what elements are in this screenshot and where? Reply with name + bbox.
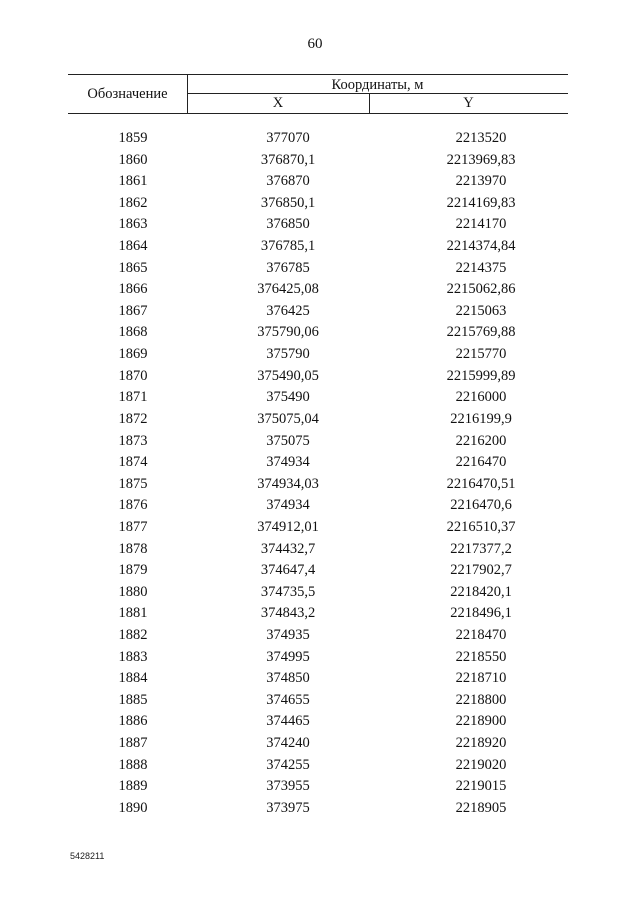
row-designation: 1870	[118, 367, 148, 384]
row-x: 374912,01	[257, 518, 319, 535]
table-row	[68, 128, 568, 150]
row-x: 375790	[266, 346, 310, 363]
row-designation: 1859	[118, 130, 148, 146]
row-y: 2216510,37	[446, 518, 516, 535]
row-designation: 1884	[118, 670, 148, 687]
table-row	[68, 431, 568, 453]
row-y: 2216470,6	[450, 497, 512, 514]
row-y: 2215063	[455, 302, 507, 319]
table-row	[68, 193, 568, 215]
header-bottom-rule	[68, 113, 568, 114]
document-code: 5428211	[70, 851, 105, 861]
row-y: 2218800	[455, 691, 507, 708]
row-y: 2213969,83	[446, 151, 516, 168]
table-row	[68, 560, 568, 582]
row-x: 375790,06	[257, 324, 319, 341]
row-x: 377070	[266, 130, 310, 146]
table-body	[68, 128, 568, 820]
row-y: 2219020	[455, 756, 507, 773]
row-y: 2216200	[455, 432, 507, 449]
row-y: 2214170	[455, 216, 507, 233]
table-row	[68, 625, 568, 647]
row-designation: 1863	[118, 216, 148, 233]
row-y: 2218496,1	[450, 605, 512, 622]
row-x: 374995	[266, 648, 310, 665]
table-row	[68, 733, 568, 755]
page-number	[0, 36, 640, 53]
row-x: 374655	[266, 691, 310, 708]
header-coordinates: Координаты, м	[331, 77, 424, 93]
row-designation: 1877	[118, 518, 148, 535]
header-middle-rule	[187, 93, 568, 94]
row-x: 374934	[266, 454, 310, 471]
row-y: 2218420,1	[450, 583, 512, 600]
row-y: 2214374,84	[446, 238, 516, 255]
row-designation: 1873	[118, 432, 148, 449]
row-x: 373955	[266, 778, 310, 795]
row-x: 374735,5	[260, 583, 316, 600]
row-y: 2214169,83	[446, 194, 516, 211]
row-designation: 1872	[118, 410, 148, 427]
row-designation: 1875	[118, 475, 148, 492]
table-row	[68, 344, 568, 366]
row-x: 376785,1	[260, 238, 316, 255]
header-x: X	[272, 95, 284, 111]
row-x: 374935	[266, 627, 310, 644]
row-x: 376850,1	[260, 194, 316, 211]
row-designation: 1882	[118, 627, 148, 644]
row-designation: 1878	[118, 540, 148, 557]
table-header	[68, 74, 568, 114]
table-row	[68, 690, 568, 712]
row-y: 2217902,7	[450, 562, 512, 579]
row-x: 376870,1	[260, 151, 316, 168]
row-x: 376850	[266, 216, 310, 233]
row-x: 376425	[266, 302, 310, 319]
table-row	[68, 517, 568, 539]
row-x: 374255	[266, 756, 310, 773]
table-row	[68, 366, 568, 388]
table-row	[68, 755, 568, 777]
row-x: 376870	[266, 173, 310, 190]
row-y: 2214375	[455, 259, 507, 276]
row-y: 2216000	[455, 389, 507, 406]
row-y: 2216199,9	[450, 410, 512, 427]
row-x: 374465	[266, 713, 310, 730]
table-row	[68, 776, 568, 798]
row-designation: 1861	[118, 173, 148, 190]
row-designation: 1876	[118, 497, 148, 514]
row-designation: 1874	[118, 454, 148, 471]
row-x: 374432,7	[260, 540, 316, 557]
header-top-rule	[68, 74, 568, 75]
row-x: 374240	[266, 735, 310, 752]
table-row	[68, 668, 568, 690]
row-y: 2213520	[455, 130, 507, 146]
row-y: 2218710	[455, 670, 507, 687]
row-x: 374850	[266, 670, 310, 687]
row-designation: 1864	[118, 238, 148, 255]
table-row	[68, 582, 568, 604]
table-row	[68, 798, 568, 820]
row-y: 2216470,51	[446, 475, 516, 492]
table-row	[68, 409, 568, 431]
row-designation: 1867	[118, 302, 148, 319]
row-designation: 1890	[118, 799, 148, 816]
table-row	[68, 214, 568, 236]
table-row	[68, 150, 568, 172]
table-row	[68, 236, 568, 258]
row-x: 375490,05	[257, 367, 319, 384]
row-designation: 1886	[118, 713, 148, 730]
row-designation: 1862	[118, 194, 148, 211]
row-x: 373975	[266, 799, 310, 816]
row-x: 374934,03	[257, 475, 319, 492]
row-y: 2217377,2	[450, 540, 512, 557]
row-y: 2215770	[455, 346, 507, 363]
table-row	[68, 539, 568, 561]
table-row	[68, 387, 568, 409]
row-x: 375075,04	[257, 410, 319, 427]
row-designation: 1880	[118, 583, 148, 600]
row-y: 2213970	[455, 173, 507, 190]
row-x: 374934	[266, 497, 310, 514]
row-x: 374647,4	[260, 562, 316, 579]
table-row	[68, 452, 568, 474]
row-designation: 1881	[118, 605, 148, 622]
table-row	[68, 258, 568, 280]
table-row	[68, 322, 568, 344]
header-designation: Обозначение	[87, 86, 168, 102]
row-designation: 1869	[118, 346, 148, 363]
row-designation: 1866	[118, 281, 148, 298]
row-y: 2218900	[455, 713, 507, 730]
table-row	[68, 495, 568, 517]
row-designation: 1871	[118, 389, 148, 406]
row-y: 2218550	[455, 648, 507, 665]
table-row	[68, 301, 568, 323]
row-designation: 1865	[118, 259, 148, 276]
row-x: 374843,2	[260, 605, 316, 622]
page-number-text: 60	[307, 36, 323, 52]
table-row	[68, 171, 568, 193]
row-y: 2215769,88	[446, 324, 516, 341]
table-row	[68, 711, 568, 733]
row-y: 2218905	[455, 799, 507, 816]
table-row	[68, 603, 568, 625]
table-row	[68, 279, 568, 301]
table-row	[68, 647, 568, 669]
row-y: 2219015	[455, 778, 507, 795]
row-designation: 1868	[118, 324, 148, 341]
row-y: 2215062,86	[446, 281, 516, 298]
row-y: 2218470	[455, 627, 507, 644]
row-y: 2216470	[455, 454, 507, 471]
row-designation: 1885	[118, 691, 148, 708]
row-designation: 1879	[118, 562, 148, 579]
row-designation: 1888	[118, 756, 148, 773]
row-x: 376425,08	[257, 281, 319, 298]
header-y: Y	[463, 95, 474, 111]
row-x: 375490	[266, 389, 310, 406]
row-y: 2215999,89	[446, 367, 516, 384]
row-designation: 1887	[118, 735, 148, 752]
row-designation: 1860	[118, 151, 148, 168]
row-y: 2218920	[455, 735, 507, 752]
row-designation: 1889	[118, 778, 148, 795]
table-row	[68, 474, 568, 496]
row-x: 375075	[266, 432, 310, 449]
row-designation: 1883	[118, 648, 148, 665]
row-x: 376785	[266, 259, 310, 276]
